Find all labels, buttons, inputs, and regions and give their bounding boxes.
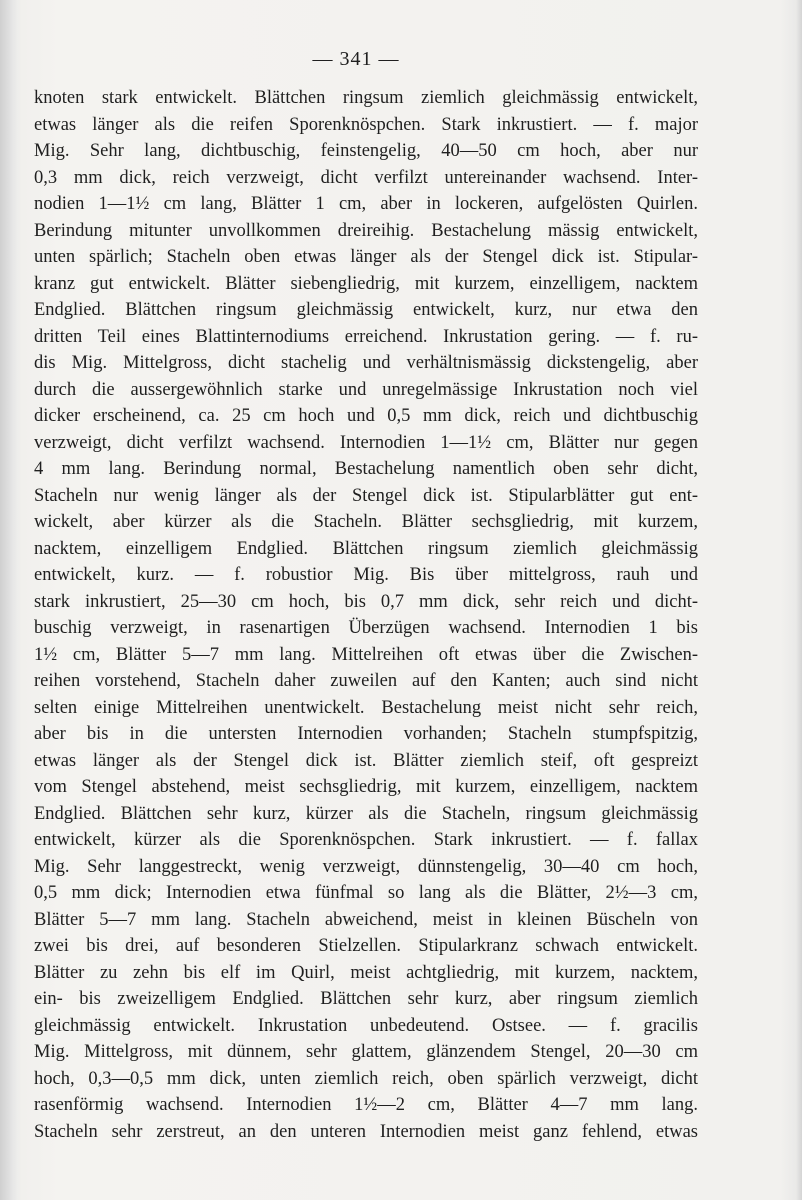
text-line: dicker erscheinend, ca. 25 cm hoch und 0,5 mm dick, reich und dichtbuschig	[34, 406, 698, 426]
text-line: ein- bis zweizelligem Endglied. Blättchen sehr kurz, aber ringsum ziemlich	[34, 989, 698, 1009]
text-line: Mig. Mittelgross, mit dünnem, sehr glattem, glänzendem Stengel, 20—30 cm	[34, 1042, 698, 1062]
text-line: Endglied. Blättchen ringsum gleichmässig entwickelt, kurz, nur etwa den	[34, 300, 698, 320]
text-line: etwas länger als die reifen Sporenknöspchen. Stark inkrustiert. — f. major	[34, 114, 698, 135]
text-line: vom Stengel abstehend, meist sechsgliedrig, mit kurzem, einzelligem, nacktem	[34, 777, 698, 797]
text-line: wickelt, aber kürzer als die Stacheln. Blätter sechsgliedrig, mit kurzem,	[34, 512, 698, 532]
text-line: nacktem, einzelligem Endglied. Blättchen ringsum ziemlich gleichmässig	[34, 538, 698, 559]
text-line: Mig. Sehr langgestreckt, wenig verzweigt, dünnstengelig, 30—40 cm hoch,	[34, 856, 698, 877]
text-line: Stacheln nur wenig länger als der Stengel dick ist. Stipularblätter gut ent-	[34, 485, 698, 506]
text-line: knoten stark entwickelt. Blättchen ringsum ziemlich gleichmässig entwickelt,	[34, 88, 698, 108]
text-line: Stacheln sehr zerstreut, an den unteren Internodien meist ganz fehlend, etwas	[34, 1121, 698, 1142]
text-line: entwickelt, kürzer als die Sporenknöspchen. Stark inkrustiert. — f. fallax	[34, 830, 698, 850]
text-line: hoch, 0,3—0,5 mm dick, unten ziemlich reich, oben spärlich verzweigt, dicht	[34, 1068, 698, 1089]
text-line: dis Mig. Mittelgross, dicht stachelig und verhältnismässig dickstengelig, aber	[34, 353, 698, 373]
text-line: kranz gut entwickelt. Blätter siebengliedrig, mit kurzem, einzelligem, nacktem	[34, 273, 698, 294]
text-line: etwas länger als der Stengel dick ist. Blätter ziemlich steif, oft gespreizt	[34, 750, 698, 771]
text-line: rasenförmig wachsend. Internodien 1½—2 cm, Blätter 4—7 mm lang.	[34, 1095, 698, 1115]
text-line: entwickelt, kurz. — f. robustior Mig. Bis über mittelgross, rauh und	[34, 565, 698, 585]
text-line: dritten Teil eines Blattinternodiums erreichend. Inkrustation gering. — f. ru-	[34, 326, 698, 347]
text-line: 0,3 mm dick, reich verzweigt, dicht verfilzt untereinander wachsend. Inter-	[34, 167, 698, 188]
text-line: 4 mm lang. Berindung normal, Bestachelung namentlich oben sehr dicht,	[34, 459, 698, 479]
text-line: verzweigt, dicht verfilzt wachsend. Internodien 1—1½ cm, Blätter nur gegen	[34, 432, 698, 453]
text-line: aber bis in die untersten Internodien vorhanden; Stacheln stumpfspitzig,	[34, 724, 698, 744]
page-right-edge	[796, 0, 802, 1200]
text-line: 0,5 mm dick; Internodien etwa fünfmal so lang als die Blätter, 2½—3 cm,	[34, 883, 698, 903]
text-line: gleichmässig entwickelt. Inkrustation unbedeutend. Ostsee. — f. gracilis	[34, 1015, 698, 1036]
text-line: zwei bis drei, auf besonderen Stielzellen. Stipularkranz schwach entwickelt.	[34, 936, 698, 956]
text-line: reihen vorstehend, Stacheln daher zuweilen auf den Kanten; auch sind nicht	[34, 671, 698, 691]
text-line: unten spärlich; Stacheln oben etwas länger als der Stengel dick ist. Stipular-	[34, 247, 698, 267]
text-line: buschig verzweigt, in rasenartigen Überzügen wachsend. Internodien 1 bis	[34, 618, 698, 638]
body-text	[34, 85, 698, 1145]
text-line: 1½ cm, Blätter 5—7 mm lang. Mittelreihen oft etwas über die Zwischen-	[34, 644, 698, 665]
page-binding-edge	[0, 0, 18, 1200]
text-line: Blätter 5—7 mm lang. Stacheln abweichend, meist in kleinen Büscheln von	[34, 909, 698, 930]
text-line: Mig. Sehr lang, dichtbuschig, feinstengelig, 40—50 cm hoch, aber nur	[34, 141, 698, 161]
page-number: — 341 —	[312, 48, 400, 70]
text-line: nodien 1—1½ cm lang, Blätter 1 cm, aber in lockeren, aufgelösten Quirlen.	[34, 194, 698, 214]
text-line: Endglied. Blättchen sehr kurz, kürzer als die Stacheln, ringsum gleichmässig	[34, 803, 698, 824]
text-line: stark inkrustiert, 25—30 cm hoch, bis 0,7 mm dick, sehr reich und dicht-	[34, 591, 698, 612]
text-line: Berindung mitunter unvollkommen dreireihig. Bestachelung mässig entwickelt,	[34, 220, 698, 241]
text-line: durch die aussergewöhnlich starke und unregelmässige Inkrustation noch viel	[34, 379, 698, 400]
text-line: Blätter zu zehn bis elf im Quirl, meist achtgliedrig, mit kurzem, nacktem,	[34, 962, 698, 983]
text-line: selten einige Mittelreihen unentwickelt. Bestachelung meist nicht sehr reich,	[34, 697, 698, 718]
